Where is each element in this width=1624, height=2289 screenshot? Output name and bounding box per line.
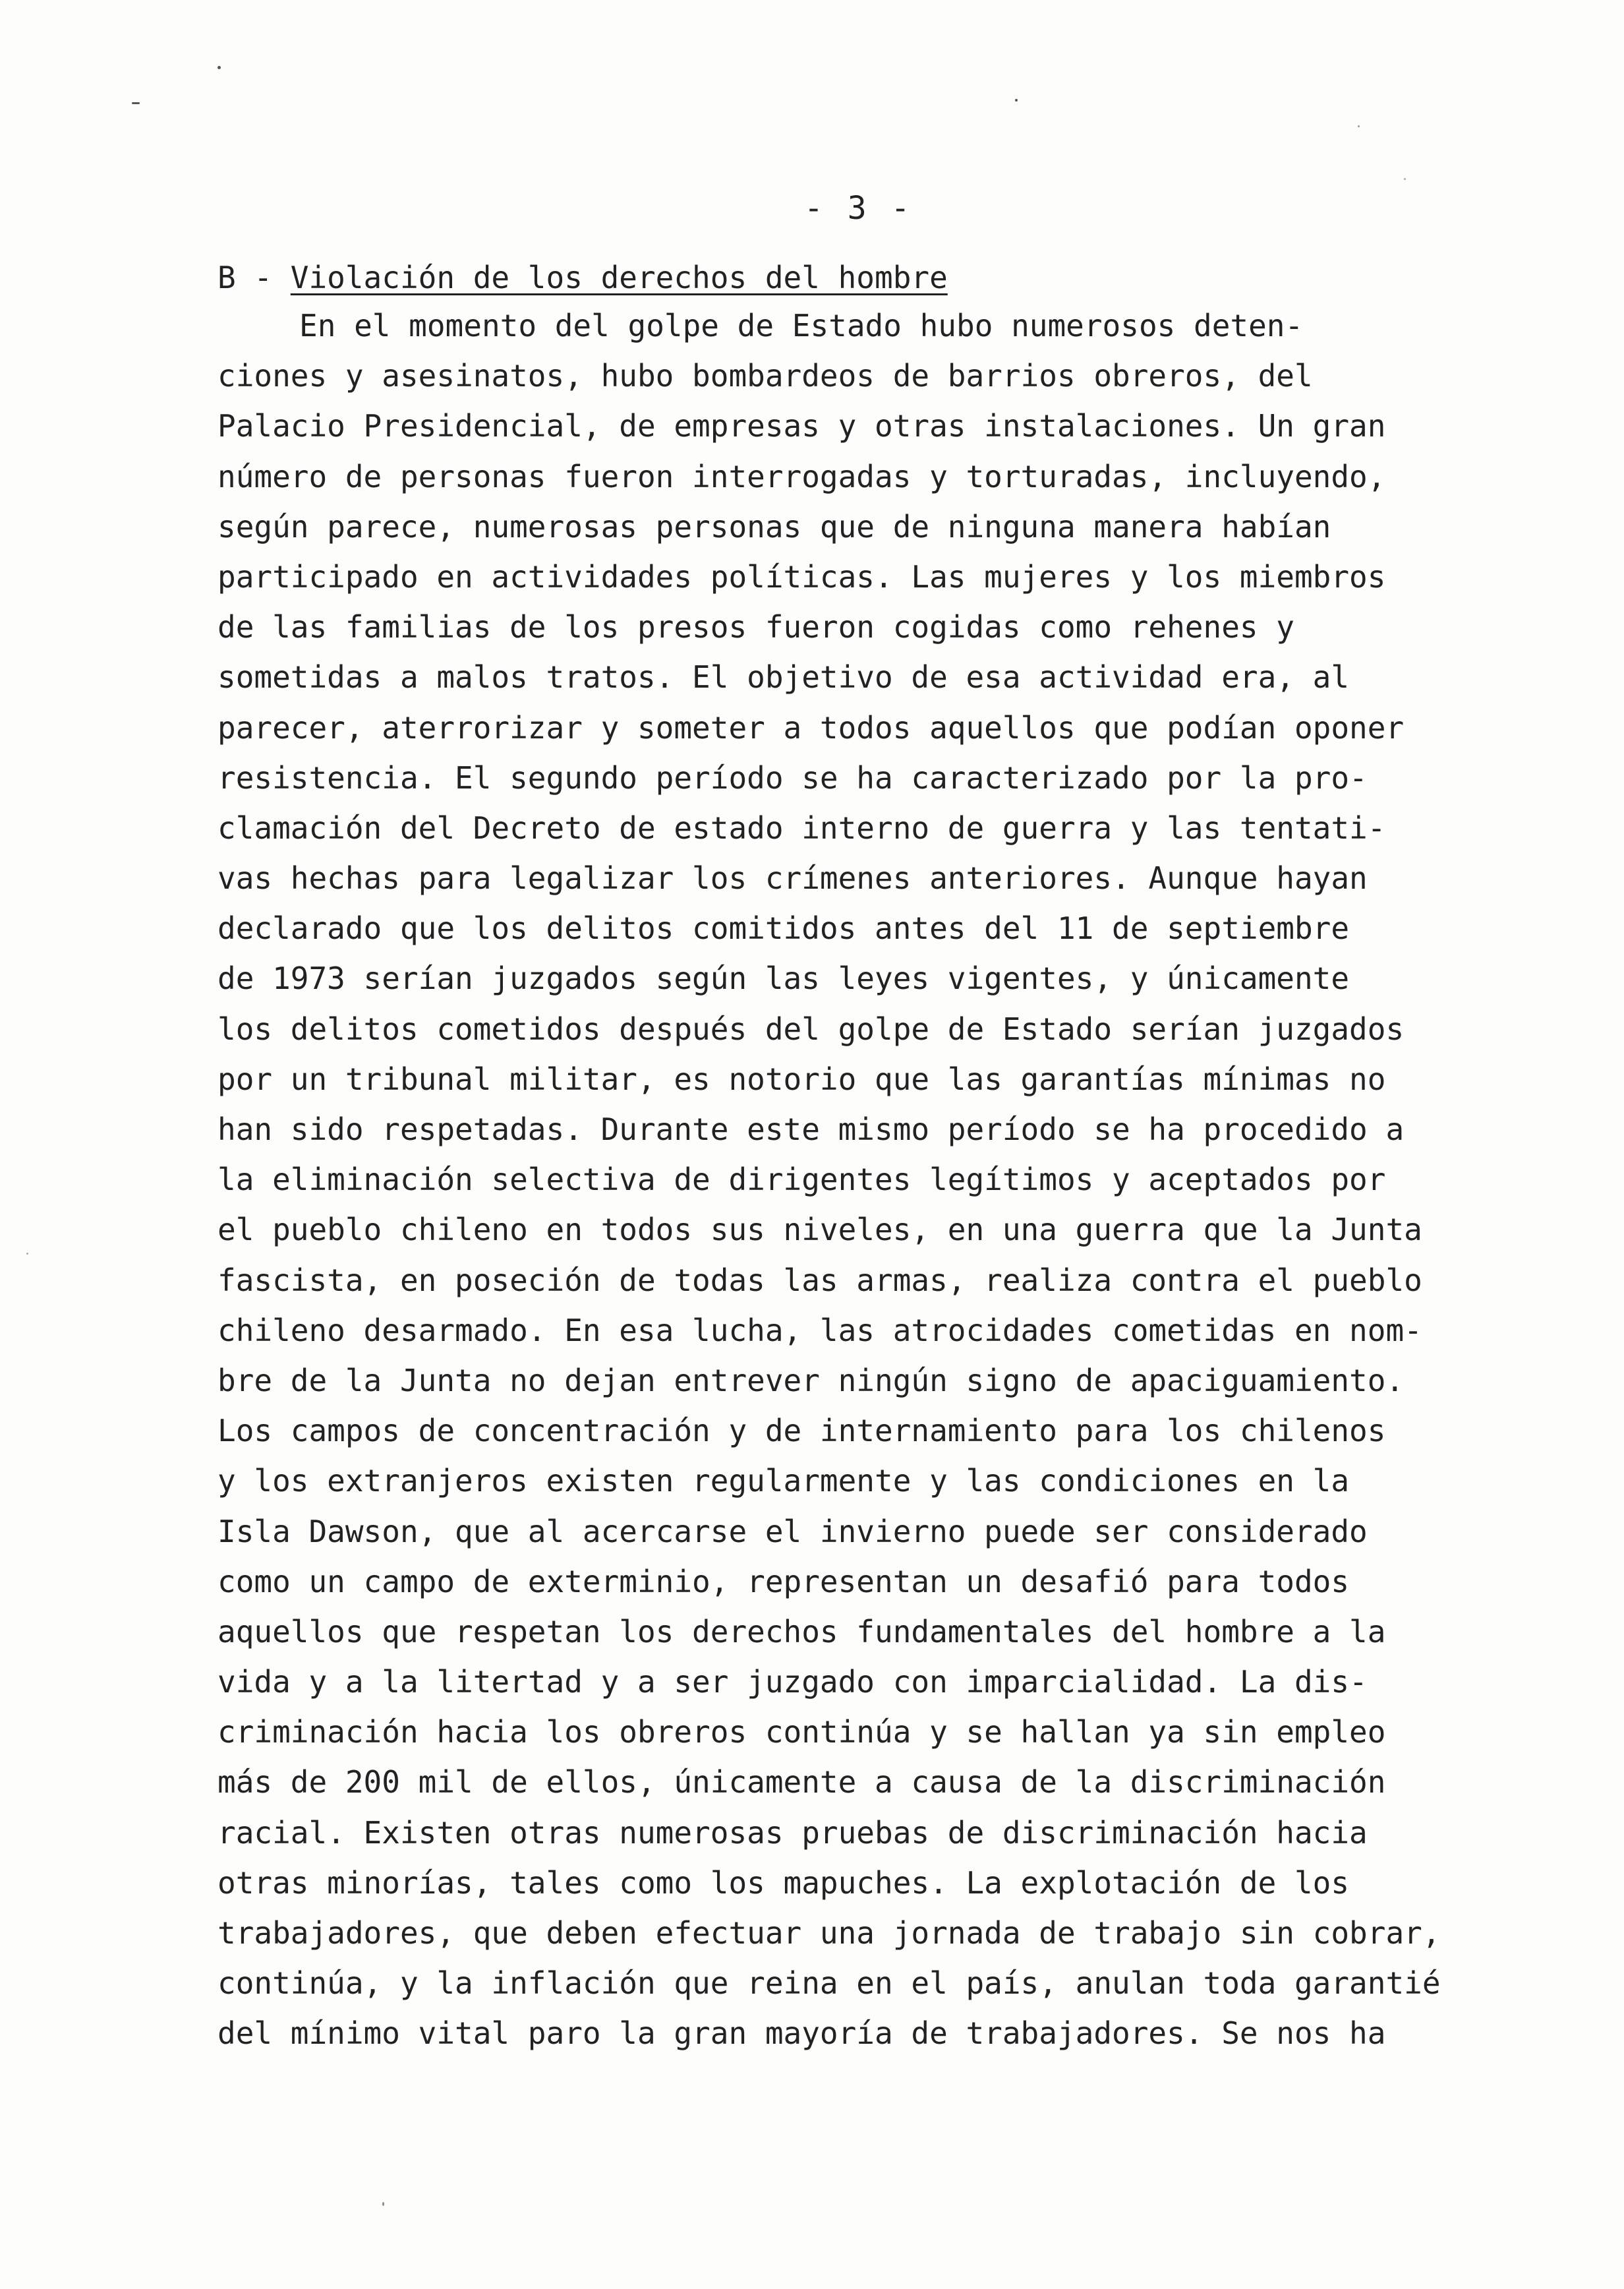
text-line: como un campo de exterminio, representan un desafió para todos xyxy=(218,1563,1350,1599)
text-line: Palacio Presidencial, de empresas y otras instalaciones. Un gran xyxy=(218,408,1386,444)
text-line: vida y a la litertad y a ser juzgado con imparcialidad. La dis- xyxy=(218,1664,1368,1700)
text-line: participado en actividades políticas. Las mujeres y los miembros xyxy=(218,558,1386,595)
scan-speck xyxy=(218,66,221,69)
text-line: clamación del Decreto de estado interno de guerra y las tentati- xyxy=(218,810,1386,846)
section-heading xyxy=(218,256,948,299)
text-line: y los extranjeros existen regularmente y las condiciones en la xyxy=(218,1463,1350,1499)
scan-speck xyxy=(132,102,140,104)
text-line: los delitos cometidos después del golpe de Estado serían juzgados xyxy=(218,1011,1405,1047)
text-line: resistencia. El segundo período se ha caracterizado por la pro- xyxy=(218,759,1368,796)
scan-speck xyxy=(1015,99,1018,102)
text-line: el pueblo chileno en todos sus niveles, en una guerra que la Junta xyxy=(218,1212,1422,1248)
text-line: En el momento del golpe de Estado hubo numerosos deten- xyxy=(299,308,1304,343)
body-paragraph xyxy=(218,301,1595,2059)
section-title: Violación de los derechos del hombre xyxy=(290,260,948,295)
text-line: de 1973 serían juzgados según las leyes vigentes, y únicamente xyxy=(218,961,1350,997)
text-line: han sido respetadas. Durante este mismo período se ha procedido a xyxy=(218,1112,1405,1147)
scan-speck xyxy=(1404,178,1406,180)
text-line: Isla Dawson, que al acercarse el invierno puede ser considerado xyxy=(218,1513,1368,1549)
text-line: racial. Existen otras numerosas pruebas de discriminación hacia xyxy=(218,1814,1368,1851)
text-line: del mínimo vital paro la gran mayoría de trabajadores. Se nos ha xyxy=(218,2015,1386,2052)
text-line: según parece, numerosas personas que de ninguna manera habían xyxy=(218,508,1331,545)
text-line: de las familias de los presos fueron cogidas como rehenes y xyxy=(218,609,1294,645)
text-line: declarado que los delitos comitidos antes del 11 de septiembre xyxy=(218,910,1350,947)
text-line: criminación hacia los obreros continúa y se hallan ya sin empleo xyxy=(218,1714,1386,1750)
text-line: la eliminación selectiva de dirigentes legítimos y aceptados por xyxy=(218,1162,1386,1198)
text-line: Los campos de concentración y de internamiento para los chilenos xyxy=(218,1413,1386,1449)
text-line: por un tribunal militar, es notorio que las garantías mínimas no xyxy=(218,1061,1386,1097)
section-prefix: B - xyxy=(218,260,291,295)
text-line: continúa, y la inflación que reina en el país, anulan toda garantié xyxy=(218,1965,1441,2002)
scan-speck xyxy=(1358,125,1360,127)
text-line: sometidas a malos tratos. El objetivo de esa actividad era, al xyxy=(218,659,1350,696)
text-line: parecer, aterrorizar y someter a todos aquellos que podían oponer xyxy=(218,709,1405,746)
scan-speck xyxy=(382,2202,384,2206)
page-number: - 3 - xyxy=(804,190,913,227)
scan-speck xyxy=(26,1253,28,1255)
text-line: bre de la Junta no dejan entrever ningún signo de apaciguamiento. xyxy=(218,1362,1405,1398)
text-line: vas hechas para legalizar los crímenes anteriores. Aunque hayan xyxy=(218,860,1368,897)
text-line: aquellos que respetan los derechos fundamentales del hombre a la xyxy=(218,1613,1386,1650)
text-line: fascista, en poseción de todas las armas, realiza contra el pueblo xyxy=(218,1262,1422,1298)
text-line: chileno desarmado. En esa lucha, las atrocidades cometidas en nom- xyxy=(218,1312,1422,1348)
text-line: otras minorías, tales como los mapuches. La explotación de los xyxy=(218,1864,1350,1901)
text-line: más de 200 mil de ellos, únicamente a causa de la discriminación xyxy=(218,1764,1386,1800)
text-line: número de personas fueron interrogadas y torturadas, incluyendo, xyxy=(218,458,1386,494)
text-line: ciones y asesinatos, hubo bombardeos de barrios obreros, del xyxy=(218,358,1313,394)
text-line: trabajadores, que deben efectuar una jornada de trabajo sin cobrar, xyxy=(218,1915,1441,1951)
